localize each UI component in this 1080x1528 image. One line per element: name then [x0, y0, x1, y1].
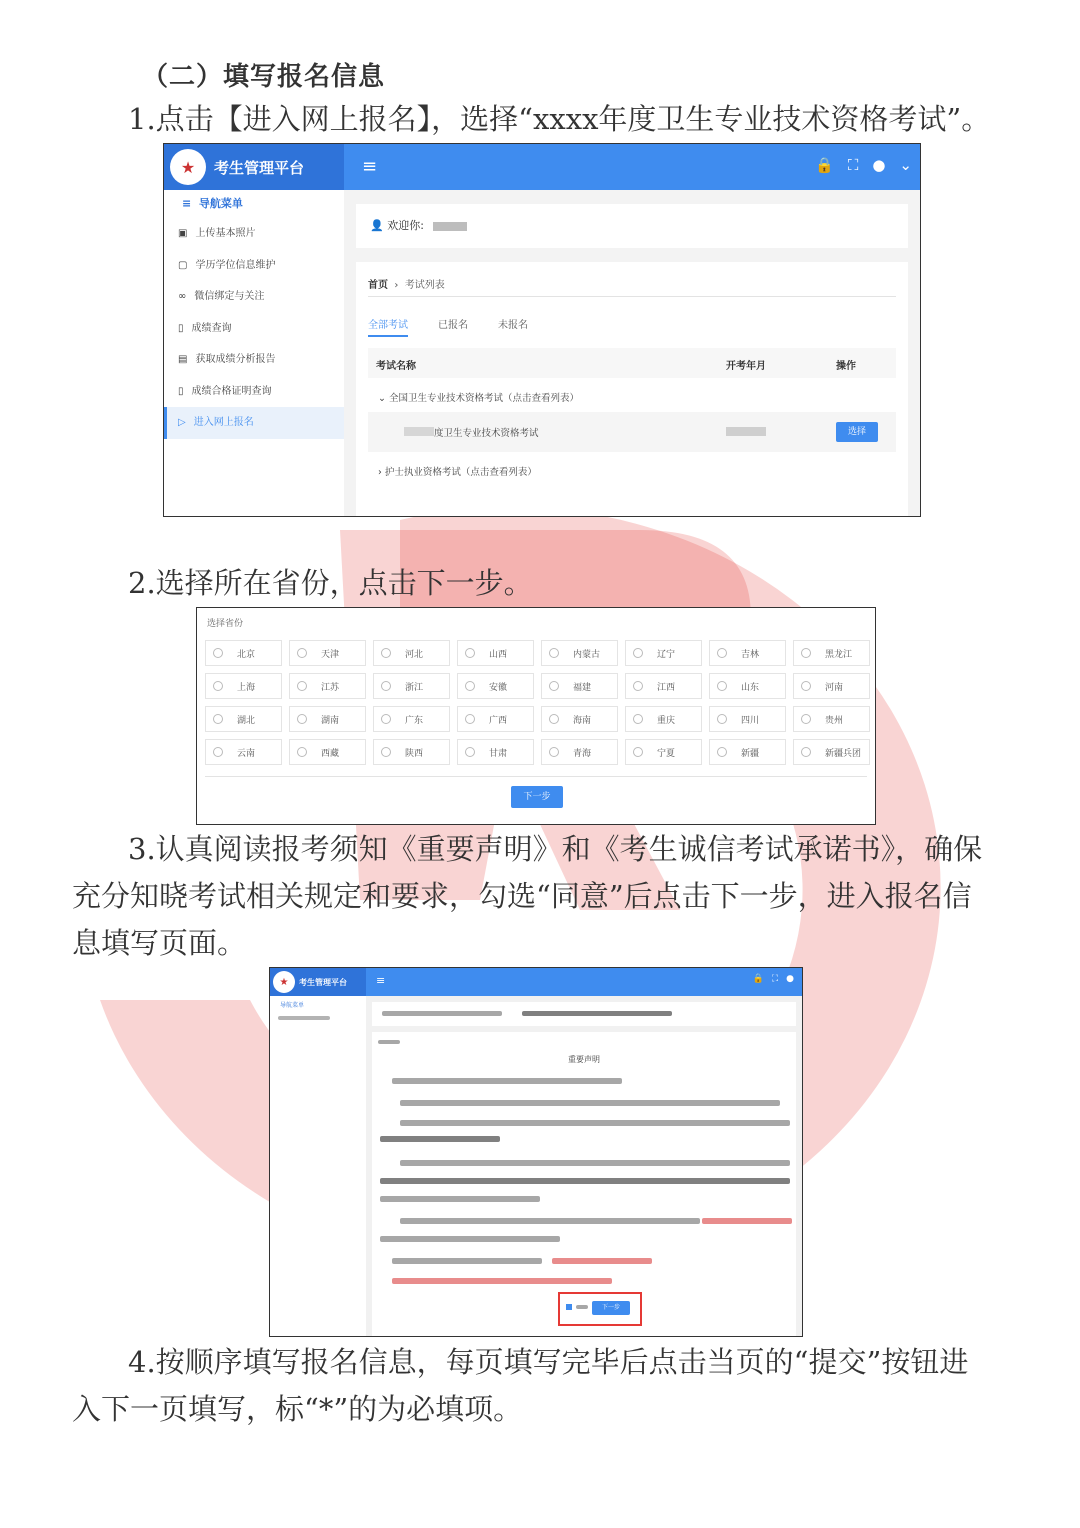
- province-option[interactable]: [205, 739, 282, 765]
- blurred-agree-label: [576, 1305, 588, 1309]
- province-option[interactable]: [289, 706, 366, 732]
- notice-line-highlight: [702, 1218, 792, 1224]
- notice-line: [400, 1100, 780, 1106]
- exam-group-row[interactable]: [368, 390, 896, 404]
- radio-icon[interactable]: [465, 648, 475, 658]
- welcome-bar: [356, 204, 908, 248]
- province-label: 河北: [405, 649, 424, 660]
- top-bar: [270, 968, 802, 996]
- province-option[interactable]: [289, 640, 366, 666]
- sidebar-item-label: 成绩查询: [191, 322, 232, 334]
- user-avatar-icon[interactable]: ●: [872, 156, 886, 174]
- province-label: 安徽: [489, 682, 508, 693]
- step-4: [72, 1339, 968, 1433]
- province-label: 天津: [321, 649, 340, 660]
- sidebar-item-education[interactable]: [164, 250, 344, 282]
- step-1: [128, 96, 990, 143]
- province-label: 云南: [237, 748, 256, 759]
- province-option[interactable]: [625, 739, 702, 765]
- province-label: 山西: [489, 649, 508, 660]
- sidebar-item-online-registration[interactable]: [164, 407, 344, 439]
- send-icon: ▷: [178, 417, 186, 428]
- brand: [270, 968, 366, 996]
- radio-icon[interactable]: [297, 714, 307, 724]
- header-tools: [815, 156, 912, 174]
- header-tools: [753, 974, 794, 984]
- tab-registered[interactable]: 已报名: [438, 320, 468, 331]
- province-option[interactable]: [709, 706, 786, 732]
- radio-icon[interactable]: [381, 648, 391, 658]
- province-label: 黑龙江: [825, 649, 853, 660]
- notice-panel: [372, 1032, 796, 1336]
- menu-toggle-icon[interactable]: ≡: [376, 974, 386, 987]
- province-option[interactable]: [541, 739, 618, 765]
- radio-icon[interactable]: [633, 681, 643, 691]
- province-option[interactable]: [793, 739, 870, 765]
- blurred-user-info: [382, 1011, 502, 1016]
- province-label: 陕西: [405, 748, 424, 759]
- welcome-label: 欢迎你:: [387, 219, 424, 232]
- screenshot-province-select: [196, 607, 876, 825]
- sidebar-item-label: 上传基本照片: [195, 228, 256, 239]
- province-option[interactable]: [793, 673, 870, 699]
- province-option[interactable]: [457, 673, 534, 699]
- province-option[interactable]: [457, 640, 534, 666]
- radio-icon[interactable]: [549, 714, 559, 724]
- breadcrumb: 首页 › 考试列表: [368, 280, 445, 291]
- province-option[interactable]: [289, 673, 366, 699]
- radio-icon[interactable]: [801, 681, 811, 691]
- notice-line: [380, 1136, 500, 1142]
- tab-all[interactable]: 全部考试: [368, 316, 408, 337]
- radio-icon[interactable]: [717, 648, 727, 658]
- province-label: 新疆兵团: [825, 748, 862, 759]
- platform-logo-icon: ★: [170, 149, 206, 185]
- province-label: 山东: [741, 682, 760, 693]
- radio-icon[interactable]: [633, 747, 643, 757]
- radio-icon[interactable]: [465, 747, 475, 757]
- radio-icon[interactable]: [465, 681, 475, 691]
- province-label: 广西: [489, 715, 508, 726]
- document-icon: ▯: [178, 385, 184, 397]
- province-option[interactable]: [541, 706, 618, 732]
- document-icon: ▯: [178, 322, 184, 334]
- province-option[interactable]: [373, 739, 450, 765]
- fullscreen-icon[interactable]: ⛶: [847, 156, 859, 174]
- tab-unregistered[interactable]: 未报名: [498, 320, 528, 331]
- brand-name: 考生管理平台: [214, 158, 305, 177]
- fullscreen-icon[interactable]: ⛶: [771, 974, 779, 984]
- exam-tabs: [368, 316, 528, 337]
- notice-line: [400, 1160, 790, 1166]
- radio-icon[interactable]: [381, 681, 391, 691]
- agree-highlight-box: [558, 1292, 642, 1326]
- radio-icon[interactable]: [381, 747, 391, 757]
- exam-group-label: 全国卫生专业技术资格考试（点击查看列表）: [389, 393, 580, 404]
- step-4-text-1: 按顺序填写报名信息，每页填写完毕后点击当页的“提交”按钮进: [155, 1345, 969, 1379]
- sidebar-item-label: 获取成绩分析报告: [195, 354, 276, 365]
- brand-name: 考生管理平台: [299, 977, 347, 987]
- province-label: 西藏: [321, 748, 340, 759]
- province-label: 宁夏: [657, 748, 676, 759]
- notice-title: 重要声明: [568, 1055, 600, 1064]
- province-option[interactable]: [457, 739, 534, 765]
- radio-icon[interactable]: [465, 714, 475, 724]
- exam-group-label: 护士执业资格考试（点击查看列表）: [384, 467, 537, 478]
- step-3-line-1: [72, 826, 982, 873]
- radio-icon[interactable]: [213, 648, 223, 658]
- sidebar-item-certificate[interactable]: [164, 376, 344, 408]
- agree-checkbox[interactable]: [566, 1304, 572, 1310]
- province-label: 四川: [741, 715, 760, 726]
- sidebar-item-upload-photo[interactable]: [164, 218, 344, 250]
- divider: [205, 776, 867, 777]
- sidebar-item-wechat[interactable]: [164, 281, 344, 313]
- province-option[interactable]: [205, 640, 282, 666]
- notice-line: [392, 1078, 622, 1084]
- divider: [368, 296, 896, 297]
- notice-line: [380, 1236, 560, 1242]
- radio-icon[interactable]: [801, 714, 811, 724]
- blurred-panel-title: [378, 1040, 400, 1044]
- chevron-down-icon[interactable]: ⌄: [899, 156, 912, 174]
- notice-line: [392, 1258, 542, 1264]
- radio-icon[interactable]: [213, 681, 223, 691]
- step-1-number: 1.: [128, 102, 156, 136]
- radio-icon[interactable]: [633, 714, 643, 724]
- table-row: [368, 412, 896, 452]
- radio-icon[interactable]: [633, 648, 643, 658]
- step-2: [128, 560, 533, 607]
- user-icon: 👤: [370, 219, 384, 232]
- province-option[interactable]: [373, 640, 450, 666]
- main-content: [344, 190, 920, 516]
- province-label: 湖南: [321, 715, 340, 726]
- province-label: 湖北: [237, 715, 256, 726]
- notice-line-highlight: [392, 1278, 612, 1284]
- province-label: 内蒙古: [573, 649, 601, 660]
- province-label: 辽宁: [657, 649, 676, 660]
- notice-line-highlight: [552, 1258, 652, 1264]
- radio-icon[interactable]: [549, 648, 559, 658]
- report-icon: ▤: [178, 354, 188, 365]
- radio-icon[interactable]: [549, 681, 559, 691]
- brand: [164, 144, 344, 190]
- notice-line: [380, 1178, 790, 1184]
- step-4-line-1: [72, 1339, 968, 1386]
- radio-icon[interactable]: [213, 714, 223, 724]
- notice-line: [380, 1196, 540, 1202]
- radio-icon[interactable]: [381, 714, 391, 724]
- province-option[interactable]: [709, 739, 786, 765]
- step-4-line-2: 入下一页填写，标“*”的为必填项。: [72, 1392, 523, 1426]
- notice-line: [400, 1120, 790, 1126]
- screenshot-important-notice: [269, 967, 803, 1337]
- exam-name: 度卫生专业技术资格考试: [434, 428, 539, 439]
- province-label: 江苏: [321, 682, 340, 693]
- step-3-line-3: 息填写页面。: [72, 926, 247, 960]
- step-4-number: 4.: [128, 1345, 156, 1379]
- step-3-text-1: 认真阅读报考须知《重要声明》和《考生诚信考试承诺书》，确保: [155, 832, 983, 866]
- radio-icon[interactable]: [801, 648, 811, 658]
- sidebar-item-label: 成绩合格证明查询: [191, 385, 272, 397]
- nav-title: ≡ 导航菜单: [182, 197, 243, 210]
- blurred-nav-item: [278, 1016, 330, 1020]
- chevron-right-icon: ›: [378, 467, 382, 478]
- select-button[interactable]: 选择: [836, 422, 878, 442]
- nav-title-label: 导航菜单: [198, 197, 243, 210]
- step-2-text: 选择所在省份，点击下一步。: [155, 566, 533, 600]
- exam-group-row[interactable]: [368, 464, 896, 478]
- province-option[interactable]: [457, 706, 534, 732]
- column-operation: 操作: [836, 361, 856, 372]
- radio-icon[interactable]: [213, 747, 223, 757]
- province-option[interactable]: [793, 706, 870, 732]
- chevron-down-icon: ⌄: [378, 393, 386, 404]
- nav-title: 导航菜单: [280, 1002, 305, 1009]
- radio-icon[interactable]: [297, 648, 307, 658]
- section-heading: （二）填写报名信息: [142, 62, 386, 92]
- province-option[interactable]: [373, 706, 450, 732]
- sidebar-item-label: 微信绑定与关注: [194, 291, 265, 302]
- image-icon: ▣: [178, 228, 188, 239]
- radio-icon[interactable]: [717, 714, 727, 724]
- province-option[interactable]: [709, 673, 786, 699]
- province-label: 上海: [237, 682, 256, 693]
- lock-icon[interactable]: 🔒: [815, 156, 834, 174]
- notice-line: [400, 1218, 700, 1224]
- menu-toggle-icon[interactable]: ≡: [362, 156, 378, 177]
- radio-icon[interactable]: [801, 747, 811, 757]
- step-3-number: 3.: [128, 832, 156, 866]
- step-3: [72, 826, 982, 967]
- link-icon: ∞: [178, 291, 187, 302]
- sidebar-item-score-query[interactable]: [164, 313, 344, 345]
- info-bar: [372, 1002, 796, 1026]
- province-label: 江西: [657, 682, 676, 693]
- step-3-line-2: 充分知晓考试相关规定和要求，勾选“同意”后点击下一步，进入报名信: [72, 879, 972, 913]
- province-option[interactable]: [541, 673, 618, 699]
- sidebar-item-score-report[interactable]: [164, 344, 344, 376]
- province-label: 吉林: [741, 649, 760, 660]
- step-1-text: 点击【进入网上报名】，选择“xxxx年度卫生专业技术资格考试”。: [155, 102, 991, 136]
- lock-icon[interactable]: 🔒: [752, 974, 764, 984]
- province-option[interactable]: [205, 706, 282, 732]
- radio-icon[interactable]: [297, 681, 307, 691]
- breadcrumb-current: 考试列表: [404, 280, 445, 291]
- radio-icon[interactable]: [717, 747, 727, 757]
- province-label: 福建: [573, 682, 592, 693]
- province-option[interactable]: [625, 706, 702, 732]
- breadcrumb-home[interactable]: 首页: [368, 280, 388, 291]
- province-label: 甘肃: [489, 748, 508, 759]
- blurred-username: [433, 222, 467, 231]
- province-option[interactable]: [625, 673, 702, 699]
- province-option[interactable]: [205, 673, 282, 699]
- province-label: 河南: [825, 682, 844, 693]
- exam-list-panel: [356, 262, 908, 516]
- edit-icon: ▢: [178, 259, 188, 271]
- sidebar: [270, 996, 367, 1336]
- platform-logo-icon: ★: [273, 971, 295, 993]
- next-step-button[interactable]: 下一步: [511, 786, 563, 808]
- screenshot-exam-list: [163, 143, 921, 517]
- step-2-number: 2.: [128, 566, 156, 600]
- top-bar: [164, 144, 920, 190]
- province-label: 新疆: [741, 748, 760, 759]
- province-label: 海南: [573, 715, 592, 726]
- province-option[interactable]: [625, 640, 702, 666]
- province-label: 北京: [237, 649, 256, 660]
- province-option[interactable]: [373, 673, 450, 699]
- blurred-exam-date: [726, 427, 766, 436]
- province-title: 选择省份: [207, 619, 244, 629]
- province-label: 贵州: [825, 715, 844, 726]
- sidebar-item-label: 进入网上报名: [193, 417, 254, 428]
- province-grid: [205, 640, 865, 765]
- radio-icon[interactable]: [549, 747, 559, 757]
- province-label: 浙江: [405, 682, 424, 693]
- province-label: 重庆: [657, 715, 676, 726]
- blurred-exam-info: [522, 1011, 672, 1016]
- column-exam-name: 考试名称: [376, 361, 416, 372]
- province-option[interactable]: [709, 640, 786, 666]
- province-label: 广东: [405, 715, 424, 726]
- province-option[interactable]: [289, 739, 366, 765]
- blurred-year: [404, 427, 434, 436]
- sidebar-item-label: 学历学位信息维护: [195, 259, 276, 271]
- sidebar: [164, 190, 345, 516]
- radio-icon[interactable]: [717, 681, 727, 691]
- province-option[interactable]: [541, 640, 618, 666]
- radio-icon[interactable]: [297, 747, 307, 757]
- main-content: [366, 996, 802, 1336]
- province-label: 青海: [573, 748, 592, 759]
- next-step-button[interactable]: 下一步: [592, 1301, 630, 1315]
- province-option[interactable]: [793, 640, 870, 666]
- user-avatar-icon[interactable]: ●: [786, 974, 794, 984]
- column-exam-date: 开考年月: [726, 361, 766, 372]
- table-header: [368, 348, 896, 378]
